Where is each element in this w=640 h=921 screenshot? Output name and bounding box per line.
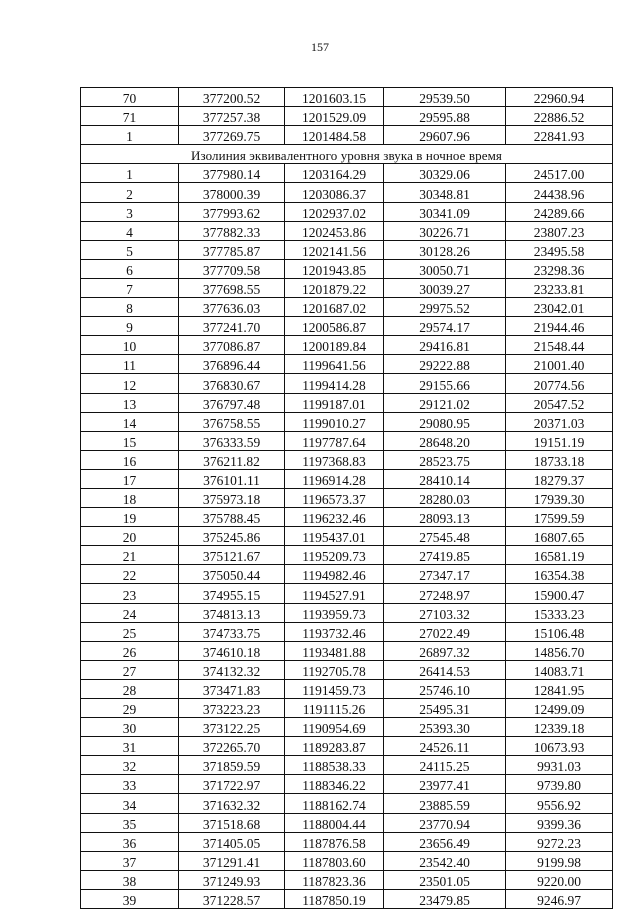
coord-x-cell: 377257.38 [179,107,285,126]
coord-y2-cell: 15900.47 [506,584,613,603]
table-row [81,164,613,183]
point-number-cell: 38 [81,870,179,889]
coord-y-cell: 1193959.73 [285,603,384,622]
coord-x-cell: 375973.18 [179,488,285,507]
coord-x-cell: 375245.86 [179,527,285,546]
table-row [81,508,613,527]
point-number-cell: 10 [81,336,179,355]
coord-y2-cell: 22886.52 [506,107,613,126]
coord-y-cell: 1187876.58 [285,832,384,851]
point-number-cell: 21 [81,546,179,565]
coord-y-cell: 1187823.36 [285,870,384,889]
section-heading: Изолиния эквивалентного уровня звука в ночное время [81,145,613,164]
coord-y-cell: 1197368.83 [285,450,384,469]
table-row [81,660,613,679]
table-row [81,298,613,317]
coord-x2-cell: 24526.11 [384,737,506,756]
coord-y2-cell: 17599.59 [506,508,613,527]
table-row [81,546,613,565]
coord-x2-cell: 28093.13 [384,508,506,527]
coord-x2-cell: 30329.06 [384,164,506,183]
coord-y-cell: 1201943.85 [285,259,384,278]
table-row [81,317,613,336]
coord-y-cell: 1188538.33 [285,756,384,775]
coord-x2-cell: 25393.30 [384,718,506,737]
table-row [81,431,613,450]
table-row [81,355,613,374]
coord-x2-cell: 27103.32 [384,603,506,622]
coord-x2-cell: 27347.17 [384,565,506,584]
coord-y2-cell: 9739.80 [506,775,613,794]
coord-x2-cell: 28280.03 [384,488,506,507]
point-number-cell: 26 [81,641,179,660]
table-row [81,126,613,145]
table-row [81,527,613,546]
coord-y-cell: 1202937.02 [285,202,384,221]
point-number-cell: 1 [81,126,179,145]
coord-x-cell: 375788.45 [179,508,285,527]
coord-x-cell: 371722.97 [179,775,285,794]
coord-y2-cell: 24438.96 [506,183,613,202]
coord-x2-cell: 30039.27 [384,278,506,297]
coord-y2-cell: 12339.18 [506,718,613,737]
point-number-cell: 2 [81,183,179,202]
coord-x-cell: 374132.32 [179,660,285,679]
coord-y2-cell: 19151.19 [506,431,613,450]
coord-y2-cell: 9931.03 [506,756,613,775]
coord-x2-cell: 29121.02 [384,393,506,412]
point-number-cell: 1 [81,164,179,183]
coord-y-cell: 1195437.01 [285,527,384,546]
coord-y2-cell: 22960.94 [506,88,613,107]
coord-x-cell: 371632.32 [179,794,285,813]
coord-y2-cell: 9246.97 [506,889,613,908]
coord-y2-cell: 12499.09 [506,699,613,718]
point-number-cell: 36 [81,832,179,851]
coord-x2-cell: 29416.81 [384,336,506,355]
coord-x-cell: 371405.05 [179,832,285,851]
coord-y-cell: 1201484.58 [285,126,384,145]
coord-y-cell: 1200189.84 [285,336,384,355]
coord-y-cell: 1199414.28 [285,374,384,393]
coordinates-table [80,87,613,909]
point-number-cell: 8 [81,298,179,317]
point-number-cell: 18 [81,488,179,507]
coord-x-cell: 371249.93 [179,870,285,889]
coord-y-cell: 1201687.02 [285,298,384,317]
point-number-cell: 23 [81,584,179,603]
point-number-cell: 34 [81,794,179,813]
coord-x-cell: 375121.67 [179,546,285,565]
coord-x-cell: 377269.75 [179,126,285,145]
table-row [81,699,613,718]
coord-x2-cell: 27248.97 [384,584,506,603]
point-number-cell: 4 [81,221,179,240]
table-row [81,718,613,737]
coord-y2-cell: 20774.56 [506,374,613,393]
coord-x2-cell: 23770.94 [384,813,506,832]
coord-x2-cell: 28523.75 [384,450,506,469]
coord-x-cell: 377882.33 [179,221,285,240]
coord-x-cell: 377785.87 [179,240,285,259]
coord-y-cell: 1197787.64 [285,431,384,450]
coord-y2-cell: 14083.71 [506,660,613,679]
coord-x2-cell: 28648.20 [384,431,506,450]
table-row [81,240,613,259]
table-row [81,565,613,584]
coord-y2-cell: 14856.70 [506,641,613,660]
coord-y2-cell: 9272.23 [506,832,613,851]
coord-y2-cell: 9199.98 [506,851,613,870]
coord-y2-cell: 24517.00 [506,164,613,183]
point-number-cell: 11 [81,355,179,374]
coord-y-cell: 1199641.56 [285,355,384,374]
coord-y-cell: 1203164.29 [285,164,384,183]
point-number-cell: 27 [81,660,179,679]
coord-x2-cell: 24115.25 [384,756,506,775]
coord-x2-cell: 26897.32 [384,641,506,660]
coord-y-cell: 1199010.27 [285,412,384,431]
coord-y-cell: 1202141.56 [285,240,384,259]
point-number-cell: 3 [81,202,179,221]
coord-y-cell: 1194527.91 [285,584,384,603]
point-number-cell: 14 [81,412,179,431]
point-number-cell: 37 [81,851,179,870]
coord-x2-cell: 23885.59 [384,794,506,813]
coord-x2-cell: 27022.49 [384,622,506,641]
coord-x-cell: 376333.59 [179,431,285,450]
coord-x2-cell: 29539.50 [384,88,506,107]
point-number-cell: 25 [81,622,179,641]
table-row [81,889,613,908]
coord-y2-cell: 18279.37 [506,469,613,488]
coord-x-cell: 376797.48 [179,393,285,412]
coord-y-cell: 1191459.73 [285,679,384,698]
coord-x-cell: 375050.44 [179,565,285,584]
table-row [81,756,613,775]
coord-x-cell: 378000.39 [179,183,285,202]
coord-x-cell: 374610.18 [179,641,285,660]
table-row [81,336,613,355]
coord-y2-cell: 21944.46 [506,317,613,336]
point-number-cell: 22 [81,565,179,584]
point-number-cell: 39 [81,889,179,908]
coord-x2-cell: 27419.85 [384,546,506,565]
coord-x-cell: 377636.03 [179,298,285,317]
page-number: 157 [311,40,329,54]
table-body [81,88,613,909]
coord-x2-cell: 27545.48 [384,527,506,546]
table-row [81,374,613,393]
point-number-cell: 32 [81,756,179,775]
table-row [81,278,613,297]
table-row [81,259,613,278]
point-number-cell: 6 [81,259,179,278]
coord-x2-cell: 30226.71 [384,221,506,240]
coord-x2-cell: 23977.41 [384,775,506,794]
coord-x-cell: 377993.62 [179,202,285,221]
coord-x-cell: 374733.75 [179,622,285,641]
coord-x-cell: 374955.15 [179,584,285,603]
coord-x-cell: 371518.68 [179,813,285,832]
coord-x2-cell: 23501.05 [384,870,506,889]
coord-x2-cell: 29574.17 [384,317,506,336]
table-row [81,603,613,622]
coord-y2-cell: 21001.40 [506,355,613,374]
coord-x2-cell: 29080.95 [384,412,506,431]
coord-y2-cell: 16354.38 [506,565,613,584]
coord-x-cell: 377241.70 [179,317,285,336]
coord-y2-cell: 15106.48 [506,622,613,641]
coord-y2-cell: 24289.66 [506,202,613,221]
point-number-cell: 7 [81,278,179,297]
table-row [81,393,613,412]
coord-x-cell: 373122.25 [179,718,285,737]
coord-y2-cell: 21548.44 [506,336,613,355]
coord-y-cell: 1195209.73 [285,546,384,565]
coord-x-cell: 377086.87 [179,336,285,355]
coord-y-cell: 1187850.19 [285,889,384,908]
coord-y-cell: 1192705.78 [285,660,384,679]
point-number-cell: 31 [81,737,179,756]
coord-x2-cell: 30341.09 [384,202,506,221]
coord-y-cell: 1196914.28 [285,469,384,488]
coord-y-cell: 1189283.87 [285,737,384,756]
table-row [81,832,613,851]
point-number-cell: 5 [81,240,179,259]
coord-x-cell: 371291.41 [179,851,285,870]
coord-x2-cell: 29607.96 [384,126,506,145]
coord-y-cell: 1193481.88 [285,641,384,660]
coord-x2-cell: 29222.88 [384,355,506,374]
table-row [81,679,613,698]
coord-x2-cell: 30050.71 [384,259,506,278]
coord-y-cell: 1194982.46 [285,565,384,584]
coord-x-cell: 373471.83 [179,679,285,698]
coord-y-cell: 1196573.37 [285,488,384,507]
coord-x2-cell: 23656.49 [384,832,506,851]
coord-y2-cell: 22841.93 [506,126,613,145]
coord-x-cell: 372265.70 [179,737,285,756]
coord-y2-cell: 16807.65 [506,527,613,546]
coord-y2-cell: 23495.58 [506,240,613,259]
coord-y-cell: 1196232.46 [285,508,384,527]
coord-y-cell: 1187803.60 [285,851,384,870]
coord-x-cell: 377200.52 [179,88,285,107]
coord-x-cell: 376101.11 [179,469,285,488]
coord-y2-cell: 9556.92 [506,794,613,813]
point-number-cell: 15 [81,431,179,450]
coord-y2-cell: 23233.81 [506,278,613,297]
coord-y-cell: 1193732.46 [285,622,384,641]
table-row [81,183,613,202]
point-number-cell: 13 [81,393,179,412]
point-number-cell: 24 [81,603,179,622]
coord-x-cell: 376830.67 [179,374,285,393]
point-number-cell: 29 [81,699,179,718]
coord-y2-cell: 15333.23 [506,603,613,622]
coord-x2-cell: 23479.85 [384,889,506,908]
coord-y2-cell: 20547.52 [506,393,613,412]
coord-y2-cell: 23042.01 [506,298,613,317]
point-number-cell: 9 [81,317,179,336]
table-row [81,641,613,660]
coord-y-cell: 1199187.01 [285,393,384,412]
section-heading-row [81,145,613,164]
table-row [81,584,613,603]
coord-y2-cell: 9220.00 [506,870,613,889]
coord-y-cell: 1188346.22 [285,775,384,794]
coord-y-cell: 1188004.44 [285,813,384,832]
coord-x-cell: 376896.44 [179,355,285,374]
point-number-cell: 28 [81,679,179,698]
coord-x-cell: 377709.58 [179,259,285,278]
coord-x2-cell: 26414.53 [384,660,506,679]
coord-x2-cell: 29155.66 [384,374,506,393]
table-row [81,851,613,870]
point-number-cell: 35 [81,813,179,832]
table-row [81,870,613,889]
coord-y-cell: 1190954.69 [285,718,384,737]
table-row [81,202,613,221]
table-row [81,469,613,488]
coord-x-cell: 371228.57 [179,889,285,908]
coord-x2-cell: 29975.52 [384,298,506,317]
coord-x-cell: 371859.59 [179,756,285,775]
coord-y2-cell: 12841.95 [506,679,613,698]
table-row [81,221,613,240]
coord-y-cell: 1188162.74 [285,794,384,813]
coord-y2-cell: 20371.03 [506,412,613,431]
coord-y-cell: 1202453.86 [285,221,384,240]
point-number-cell: 17 [81,469,179,488]
coord-y2-cell: 16581.19 [506,546,613,565]
coord-y-cell: 1200586.87 [285,317,384,336]
table-row [81,813,613,832]
point-number-cell: 71 [81,107,179,126]
coord-y-cell: 1201603.15 [285,88,384,107]
coord-x-cell: 376211.82 [179,450,285,469]
table-row [81,107,613,126]
table-row [81,775,613,794]
coord-x2-cell: 25495.31 [384,699,506,718]
point-number-cell: 19 [81,508,179,527]
coord-x-cell: 377698.55 [179,278,285,297]
point-number-cell: 70 [81,88,179,107]
point-number-cell: 16 [81,450,179,469]
coord-x2-cell: 29595.88 [384,107,506,126]
coord-x2-cell: 23542.40 [384,851,506,870]
coord-y2-cell: 23807.23 [506,221,613,240]
coord-y-cell: 1201879.22 [285,278,384,297]
table-row [81,450,613,469]
coord-x2-cell: 30128.26 [384,240,506,259]
point-number-cell: 33 [81,775,179,794]
coord-y2-cell: 17939.30 [506,488,613,507]
coord-y2-cell: 10673.93 [506,737,613,756]
coord-y2-cell: 23298.36 [506,259,613,278]
coord-x-cell: 374813.13 [179,603,285,622]
coord-x-cell: 373223.23 [179,699,285,718]
coord-x2-cell: 30348.81 [384,183,506,202]
coord-y-cell: 1203086.37 [285,183,384,202]
coord-y-cell: 1201529.09 [285,107,384,126]
table-row [81,88,613,107]
point-number-cell: 20 [81,527,179,546]
table-row [81,412,613,431]
coord-x-cell: 376758.55 [179,412,285,431]
coord-x2-cell: 28410.14 [384,469,506,488]
table-row [81,794,613,813]
table-row [81,488,613,507]
coord-x2-cell: 25746.10 [384,679,506,698]
coord-y2-cell: 9399.36 [506,813,613,832]
coord-y2-cell: 18733.18 [506,450,613,469]
coord-x-cell: 377980.14 [179,164,285,183]
table-row [81,737,613,756]
point-number-cell: 12 [81,374,179,393]
point-number-cell: 30 [81,718,179,737]
coord-y-cell: 1191115.26 [285,699,384,718]
table-row [81,622,613,641]
